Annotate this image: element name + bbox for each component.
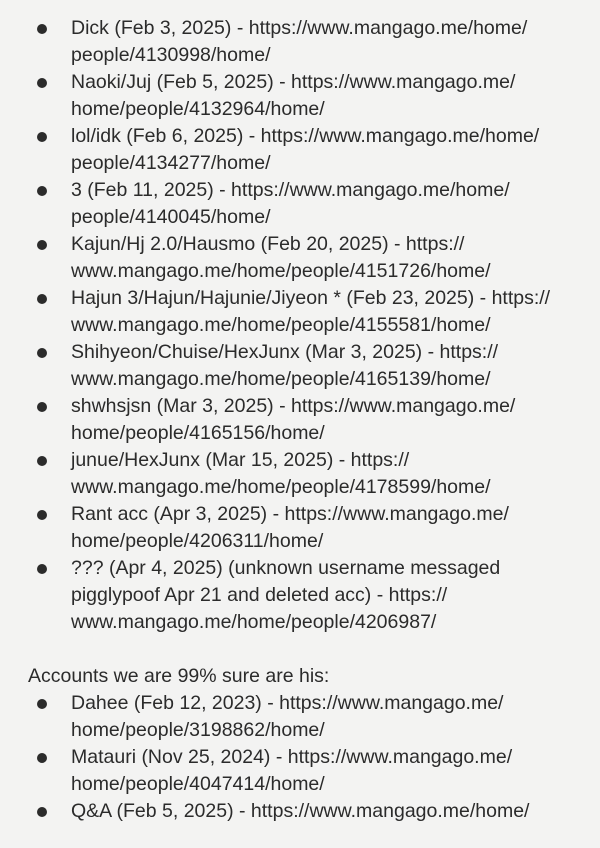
list-item-text-line: Hajun 3/Hajun/Hajunie/Jiyeon * (Feb 23, 2025) - https:// bbox=[71, 287, 551, 309]
list-item bbox=[0, 231, 600, 285]
list-item-text-line: lol/idk (Feb 6, 2025) - https://www.mangago.me/home/ bbox=[71, 125, 540, 147]
notes-document bbox=[0, 15, 600, 825]
list-item-text-line: Naoki/Juj (Feb 5, 2025) - https://www.mangago.me/ bbox=[71, 71, 516, 93]
list-item bbox=[0, 555, 600, 636]
list-item-text-line: home/people/4132964/home/ bbox=[71, 98, 325, 120]
list-item bbox=[0, 69, 600, 123]
bullet-icon bbox=[37, 78, 47, 88]
list-item bbox=[0, 447, 600, 501]
bullet-icon bbox=[37, 240, 47, 250]
list-item-text-line: people/4134277/home/ bbox=[71, 152, 271, 174]
list-item bbox=[0, 744, 600, 798]
list-item-text-line: shwhsjsn (Mar 3, 2025) - https://www.mangago.me/ bbox=[71, 395, 516, 417]
list-item bbox=[0, 501, 600, 555]
list-item-text-line: home/people/4047414/home/ bbox=[71, 773, 325, 795]
list-item-text-line: Rant acc (Apr 3, 2025) - https://www.mangago.me/ bbox=[71, 503, 509, 525]
bullet-icon bbox=[37, 564, 47, 574]
list-item-text-line: people/4130998/home/ bbox=[71, 44, 271, 66]
list-item-text-line: junue/HexJunx (Mar 15, 2025) - https:// bbox=[71, 449, 410, 471]
list-item bbox=[0, 393, 600, 447]
list-item bbox=[0, 123, 600, 177]
list-item-text-line: pigglypoof Apr 21 and deleted acc) - https:// bbox=[71, 584, 448, 606]
list-item bbox=[0, 339, 600, 393]
list-item-text-line: Q&A (Feb 5, 2025) - https://www.mangago.me/home/ bbox=[71, 800, 530, 822]
list-item bbox=[0, 285, 600, 339]
bullet-icon bbox=[37, 510, 47, 520]
list-item-text-line: people/4140045/home/ bbox=[71, 206, 271, 228]
list-item bbox=[0, 15, 600, 69]
list-item-text-line: home/people/4165156/home/ bbox=[71, 422, 325, 444]
bullet-icon bbox=[37, 699, 47, 709]
list-item-text-line: www.mangago.me/home/people/4155581/home/ bbox=[71, 314, 491, 336]
bullet-icon bbox=[37, 456, 47, 466]
bullet-icon bbox=[37, 807, 47, 817]
list-item-text-line: home/people/4206311/home/ bbox=[71, 530, 324, 552]
list-item-text-line: 3 (Feb 11, 2025) - https://www.mangago.me/home/ bbox=[71, 179, 510, 201]
list-item-text-line: Dick (Feb 3, 2025) - https://www.mangago.me/home/ bbox=[71, 17, 528, 39]
list-item bbox=[0, 798, 600, 825]
list-item-text-line: Dahee (Feb 12, 2023) - https://www.mangago.me/ bbox=[71, 692, 504, 714]
list-item bbox=[0, 690, 600, 744]
list-item-text-line: www.mangago.me/home/people/4151726/home/ bbox=[71, 260, 491, 282]
list-item-text-line: www.mangago.me/home/people/4165139/home/ bbox=[71, 368, 491, 390]
bullet-icon bbox=[37, 24, 47, 34]
list-item-text-line: Matauri (Nov 25, 2024) - https://www.mangago.me/ bbox=[71, 746, 513, 768]
list-item-text-line: www.mangago.me/home/people/4206987/ bbox=[71, 611, 437, 633]
bullet-icon bbox=[37, 294, 47, 304]
list-item-text-line: home/people/3198862/home/ bbox=[71, 719, 325, 741]
list-item-text-line: ??? (Apr 4, 2025) (unknown username messaged bbox=[71, 557, 501, 579]
bullet-icon bbox=[37, 402, 47, 412]
list-item-text-line: Shihyeon/Chuise/HexJunx (Mar 3, 2025) - https:// bbox=[71, 341, 499, 363]
sure-accounts-list bbox=[0, 690, 600, 825]
bullet-icon bbox=[37, 753, 47, 763]
list-item bbox=[0, 177, 600, 231]
bullet-icon bbox=[37, 348, 47, 358]
bullet-icon bbox=[37, 132, 47, 142]
list-item-text-line: Kajun/Hj 2.0/Hausmo (Feb 20, 2025) - https:// bbox=[71, 233, 465, 255]
known-accounts-list bbox=[0, 15, 600, 636]
section-title: Accounts we are 99% sure are his: bbox=[28, 665, 330, 687]
section-spacer bbox=[0, 636, 600, 663]
bullet-icon bbox=[37, 186, 47, 196]
list-item-text-line: www.mangago.me/home/people/4178599/home/ bbox=[71, 476, 491, 498]
